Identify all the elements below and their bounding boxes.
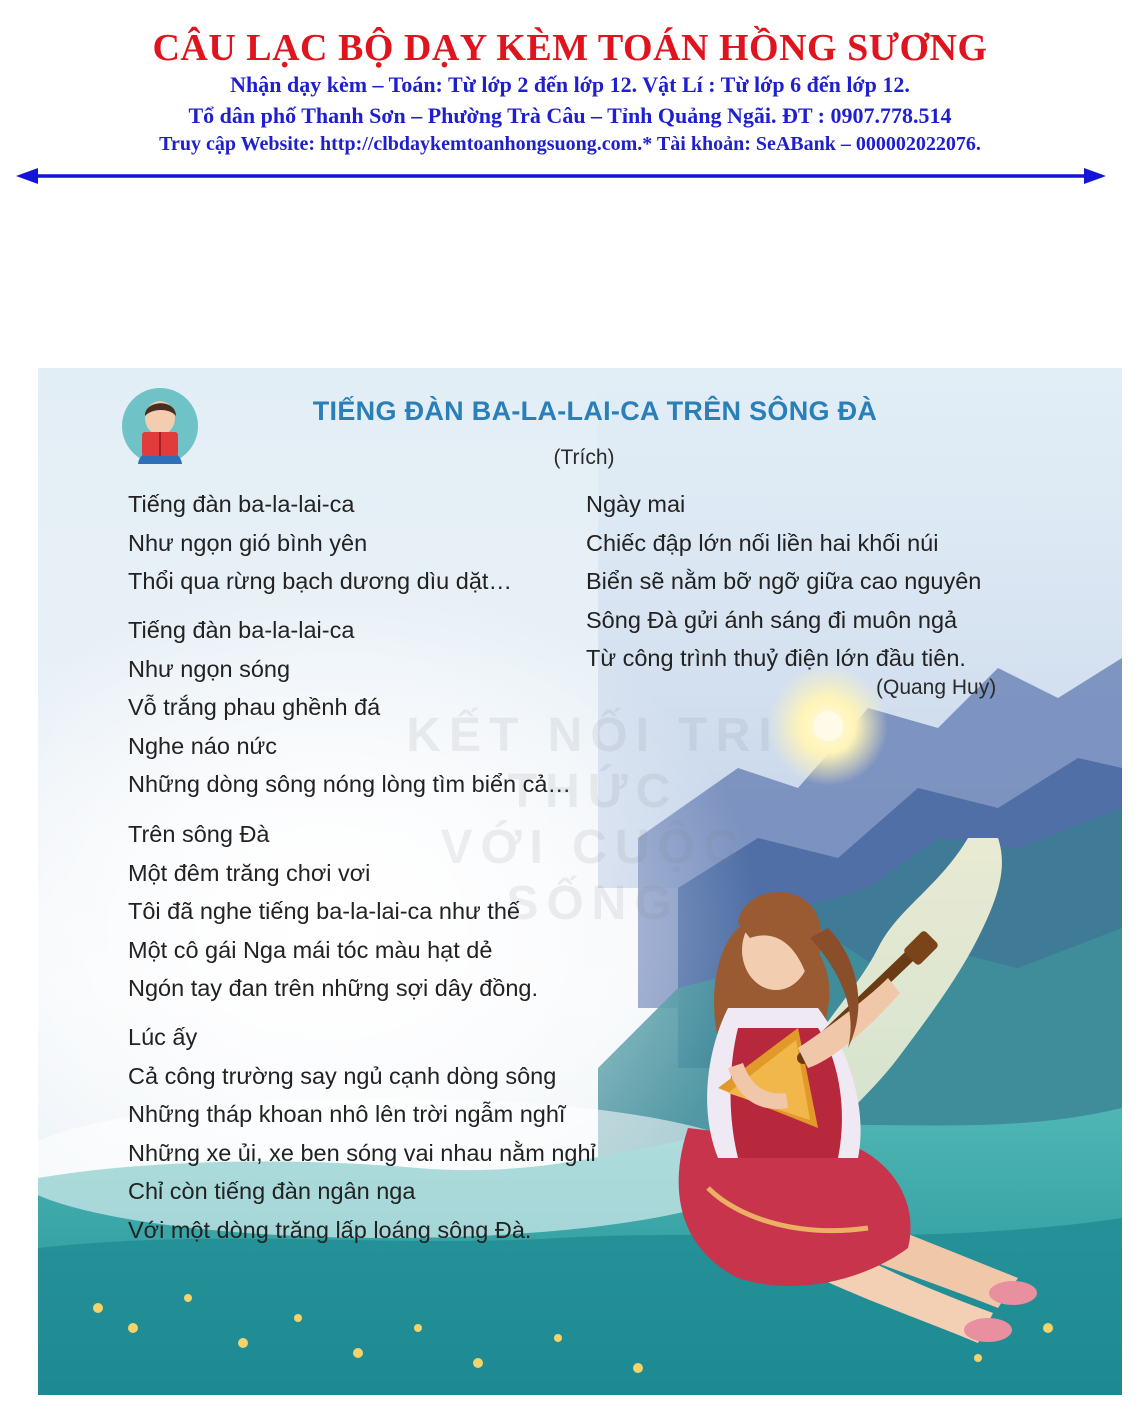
poem-title: TIẾNG ĐÀN BA-LA-LAI-CA TRÊN SÔNG ĐÀ: [312, 396, 878, 426]
poem-line: Những tháp khoan nhô lên trời ngẫm nghĩ: [128, 1101, 566, 1127]
poem-author: (Quang Huy): [876, 676, 997, 699]
poem-line: Sông Đà gửi ánh sáng đi muôn ngả: [586, 606, 958, 633]
stanza-5: [586, 485, 981, 678]
poem-line: Những dòng sông nóng lòng tìm biển cả…: [128, 771, 571, 797]
poem-line: Như ngọn sóng: [128, 655, 291, 682]
poem-line: Biển sẽ nằm bỡ ngỡ giữa cao nguyên: [586, 568, 982, 594]
poem-line: Tôi đã nghe tiếng ba-la-lai-ca như thế: [128, 898, 520, 924]
header-services-line: Nhận dạy kèm – Toán: Từ lớp 2 đến lớp 12. Vật Lí : Từ lớp 6 đến lớp 12.: [230, 72, 910, 97]
club-title: CÂU LẠC BỘ DẠY KÈM TOÁN HỒNG SƯƠNG: [152, 27, 988, 69]
poem-line: Nghe náo nức: [128, 732, 277, 759]
poem-line: Cả công trường say ngủ cạnh dòng sông: [128, 1062, 557, 1089]
poem-line: Chỉ còn tiếng đàn ngân nga: [128, 1178, 416, 1204]
poem-line: Ngày mai: [586, 491, 686, 517]
watermark-text: KẾT NỐI TRI THỨC VỚI CUỘC SỐNG: [406, 709, 780, 930]
poem-line: Tiếng đàn ba-la-lai-ca: [128, 617, 355, 643]
poem-line: Ngón tay đan trên những sợi dây đồng.: [128, 975, 539, 1001]
poem-line: Lúc ấy: [128, 1024, 198, 1050]
poem-line: Chiếc đập lớn nối liền hai khối núi: [586, 529, 939, 556]
poem-line: Những xe ủi, xe ben sóng vai nhau nằm nghỉ: [128, 1139, 596, 1166]
stanza-2: [128, 611, 571, 804]
poem-line: Từ công trình thuỷ điện lớn đầu tiên.: [586, 645, 966, 671]
poem-line: Thổi qua rừng bạch dương dìu dặt…: [128, 568, 512, 594]
stanza-3: [128, 815, 538, 1008]
poem-line: Tiếng đàn ba-la-lai-ca: [128, 491, 355, 517]
stanza-1: [128, 485, 512, 601]
header-address-line: Tổ dân phố Thanh Sơn – Phường Trà Câu – Tỉnh Quảng Ngãi. ĐT : 0907.778.514: [188, 103, 952, 128]
poem-line: Một đêm trăng chơi vơi: [128, 859, 371, 886]
poem-line: Vỗ trắng phau ghềnh đá: [128, 694, 381, 720]
poem-page: [38, 368, 1122, 1395]
poem-subtitle: (Trích): [553, 446, 615, 469]
poem-line: Với một dòng trăng lấp loáng sông Đà.: [128, 1216, 532, 1243]
header-website-line: Truy cập Website: http://clbdaykemtoanhongsuong.com.* Tài khoản: SeABank – 000002022076.: [159, 133, 981, 155]
poem-line: Trên sông Đà: [128, 821, 270, 847]
poem-line: Như ngọn gió bình yên: [128, 529, 368, 556]
stanza-4: [128, 1018, 596, 1249]
double-arrow-divider: [16, 164, 1106, 188]
poem-line: Một cô gái Nga mái tóc màu hạt dẻ: [128, 936, 493, 963]
